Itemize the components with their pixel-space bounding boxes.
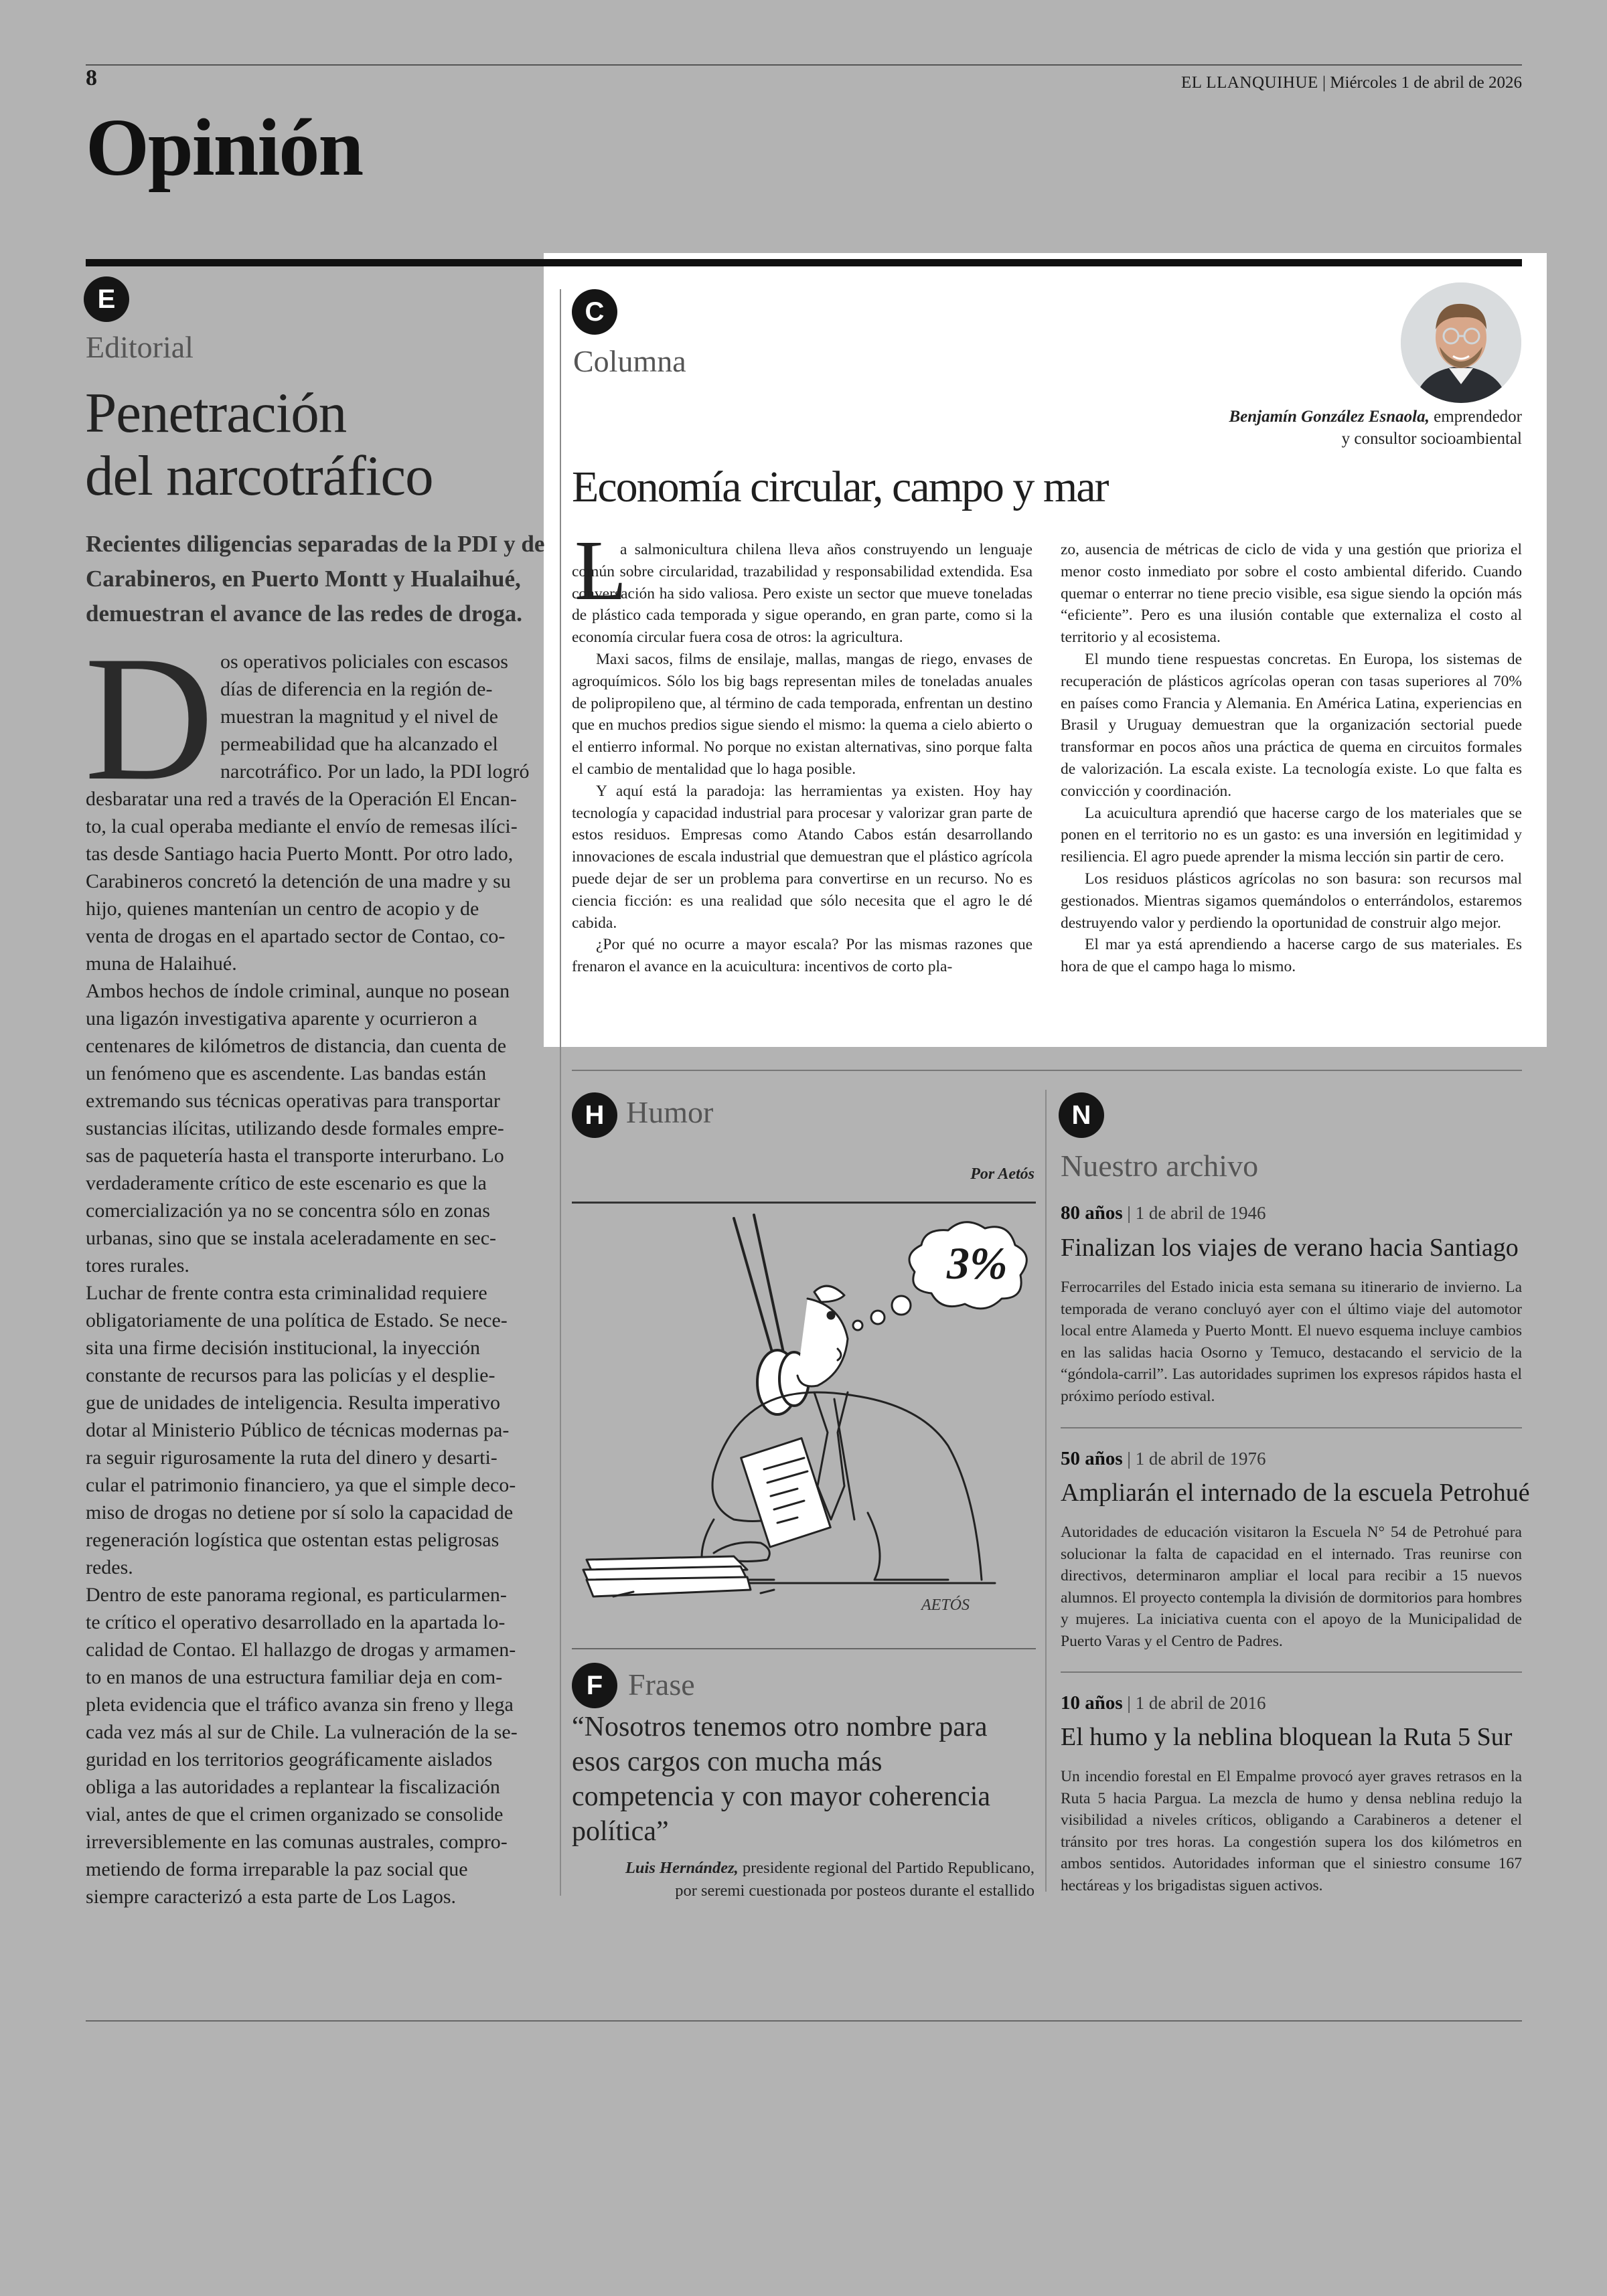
quote-line: política” [572,1816,669,1847]
archive-item-body: Autoridades de educación visitaron la Escuela N° 54 de Petrohué para solucionar la falta de capacidad en el internado. Tras reunirse con directivos, determinaron ampliar el local para recibir a 15 nuevos alumnos. El proyecto contempla la división de dormitorios para hombres y mujeres. La iniciativa cuenta con el apoyo de la Municipalidad de Puerto Varas y el Centro de Padres. [1061,1524,1522,1650]
archive-date: 1 de abril de 1946 [1135,1203,1266,1223]
archive-years: 80 años [1061,1202,1123,1224]
editorial-lead [86,527,544,631]
author-role: emprendedor [1429,408,1522,426]
text-line: tas desde Santiago hacia Puerto Montt. Por otro lado, [86,843,514,865]
publication-name: EL LLANQUIHUE [1180,74,1318,92]
text-line: ¿Por qué no ocurre a mayor escala? Por las mismas razones que frenaron el avance en la acuicultura: incentivos de corto pla- [572,936,1032,976]
text-line: calidad de Contao. El hallazgo de drogas y armamen- [86,1639,516,1661]
editorial-lead-line: Carabineros, en Puerto Montt y Hualaihué, [86,566,521,592]
column-right-text [1061,539,1522,978]
column-author [1229,406,1522,450]
editorial-title [85,382,433,507]
archive-separator [1045,1090,1047,1892]
archive-item-title: Finalizan los viajes de verano hacia Santiago [1061,1234,1519,1262]
editorial-kicker: Editorial [86,330,194,364]
quote-badge: F [572,1663,617,1708]
text-line: una ligazón investigativa aparente y ocurrieron a [86,1007,477,1030]
text-line: muestran la magnitud y el nivel de [220,706,498,728]
text-line: guridad en los territorios geográficamente aislados [86,1748,493,1771]
text-line: siempre caracterizó a esta parte de Los Lagos. [86,1886,457,1908]
editorial-drop-cap: D [84,619,214,817]
text-line: permeabilidad que ha alcanzado el [220,733,498,755]
quote-author-name: Luis Hernández, [625,1859,739,1877]
text-line: venta de drogas en el apartado sector de Contao, co- [86,925,506,947]
column-title: Economía circular, campo y mar [572,463,1108,511]
text-line: sas de paquetería hasta el transporte interurbano. Lo [86,1145,504,1167]
text-line: cular el patrimonio financiero, ya que el simple deco- [86,1474,516,1496]
text-line: cada vez más al sur de Chile. La vulneración de la se- [86,1721,518,1743]
text-line: miso de drogas no detiene por sí solo la capacidad de [86,1501,514,1524]
archive-item-date: 50 años | 1 de abril de 1976 [1061,1448,1266,1469]
text-line: constante de recursos para las policías y el desplie- [86,1364,495,1386]
text-line: sita una firme decisión institucional, la inyección [86,1337,480,1359]
humor-bottom-rule [572,1648,1036,1649]
text-line: Maxi sacos, films de ensilaje, mallas, mangas de riego, envases de agroquímicos. Sólo los big bags representan miles de toneladas anuales de polipropileno que, al término de cada temporada, enfrentan un destino que en muchos predios sigue siendo el mismo: la quema a cielo abierto o el entierro informal. No porque no existan alternativas, sino porque falta el cambio de mentalidad que lo haga posible. [572,650,1032,778]
text-line: gue de unidades de inteligencia. Resulta imperativo [86,1392,500,1414]
text-line: El mar ya está aprendiendo a hacerse cargo de sus materiales. Es hora de que el campo haga lo mismo. [1061,936,1522,976]
author-portrait-icon [1401,282,1521,403]
quote-author-role-line: por seremi cuestionada por posteos durante el estallido [675,1882,1035,1900]
text-line: verdaderamente crítico de este escenario es que la [86,1172,487,1194]
column-drop-cap: L [575,523,627,618]
column-left-text [572,539,1032,978]
archive-rule [1061,1427,1522,1428]
text-line: ra seguir rigurosamente la ruta del dinero y desarti- [86,1447,498,1469]
text-line: centenares de kilómetros de distancia, dan cuenta de [86,1035,507,1057]
text-line: Y aquí está la paradoja: las herramientas ya existen. Hoy hay tecnología y capacidad industrial para procesar y valorizar gran parte de estos residuos. Empresas como Atando Cabos están desarrollando innovaciones de escala industrial que demuestran que el plástico agrícola puede dejar de ser un problema para convertirse en un recurso. No es ciencia ficción: es una realidad que sólo necesita que el agro le dé cabida. [572,782,1032,932]
column-bottom-rule [572,1070,1522,1071]
text-line: muna de Halaihué. [86,953,237,975]
quote-line: competencia y con mayor coherencia [572,1781,991,1812]
cartoon-signature: AETÓS [921,1596,970,1614]
quote-author-role: presidente regional del Partido Republicano, [738,1859,1035,1877]
editorial-badge: E [84,276,129,322]
text-line: pleta evidencia que el tráfico avanza sin freno y llega [86,1694,514,1716]
archive-item-title: Ampliarán el internado de la escuela Petrohué [1061,1479,1530,1507]
quote-line: esos cargos con mucha más [572,1746,883,1777]
author-name: Benjamín González Esnaola, [1229,408,1430,426]
text-line: El mundo tiene respuestas concretas. En Europa, los sistemas de recuperación de plásticos agrícolas operan con tasas superiores al 70% en países como Francia y Alemania. En América Latina, experiencias en Brasil y Uruguay demuestran que la organización sectorial puede transformar en pocos años una práctica de quema en circuitos formales de valorización. La escala existe. La tecnología existe. Lo que falta es convicción y coordinación. [1061,650,1522,800]
column-kicker: Columna [573,344,686,378]
text-line: irreversiblemente en las comunas australes, compro- [86,1831,508,1853]
text-line: Luchar de frente contra esta criminalidad requiere [86,1282,487,1304]
archive-years: 10 años [1061,1692,1123,1714]
editorial-body [86,785,518,1910]
editorial-title-line: del narcotráfico [85,444,433,507]
text-line: sustancias ilícitas, utilizando desde formales empre- [86,1117,504,1139]
humor-kicker: Humor [626,1095,714,1129]
author-photo [1401,282,1521,403]
text-line: La acuicultura aprendió que hacerse cargo de los materiales que se ponen en el territorio no es un gasto: es una inversión en legitimidad y resiliencia. El agro puede aprender la misma lección sin partir de cero. [1061,804,1522,866]
cartoon [573,1205,1035,1633]
publication-info: EL LLANQUIHUE | Miércoles 1 de abril de 2026 [1180,74,1522,92]
editorial-lead-line: demuestran el avance de las redes de droga. [86,600,522,627]
text-line: urbanas, sino que se instala aceleradamente en sec- [86,1227,497,1249]
text-line: comercialización ya no se concentra sólo en zonas [86,1200,490,1222]
footer-rule [86,2020,1522,2022]
text-line: regeneración logística que ostentan estas peligrosas [86,1529,500,1551]
cartoon-illustration-icon [573,1205,1035,1633]
quote-text [572,1710,990,1849]
humor-credit: Por Aetós [970,1165,1035,1183]
editorial-lead-line: Recientes diligencias separadas de la PDI y de [86,531,545,557]
issue-date: Miércoles 1 de abril de 2026 [1330,74,1522,92]
column-badge: C [572,289,617,335]
archive-item-date: 10 años | 1 de abril de 2016 [1061,1692,1266,1714]
column-paragraph: zo, ausencia de métricas de ciclo de vida y una gestión que prioriza el menor costo inmediato por sobre el costo ambiental diferido. Cuando quemar o enterrar no tiene precio visible, esa sigue siendo la opción más “eficiente”. Pero es una ilusión contable que externaliza el costo al territorio y al ecosistema. [1061,541,1522,647]
text-line: obligatoriamente de una política de Estado. Se nece- [86,1309,508,1331]
archive-item-date: 80 años | 1 de abril de 1946 [1061,1202,1266,1224]
page-number: 8 [86,66,97,90]
text-line: os operativos policiales con escasos [220,651,508,673]
archive-item-body: Un incendio forestal en El Empalme provocó ayer graves retrasos en la Ruta 5 hacia Pargua. La mezcla de humo y densa neblina redujo la visibilidad a niveles críticos, obligando a Carabineros a detener el tránsito por tres horas. La congestión supera los dos kilómetros en ambos sentidos. Autoridades informan que el siniestro consume 167 hectáreas y los brigadistas siguen activos. [1061,1768,1522,1894]
archive-date: 1 de abril de 2016 [1135,1693,1266,1713]
text-line: redes. [86,1556,133,1578]
quote-line: “Nosotros tenemos otro nombre para [572,1712,988,1742]
editorial-dropcap-lines [220,648,530,785]
text-line: Carabineros concretó la detención de una madre y su [86,870,511,892]
archive-kicker: Nuestro archivo [1061,1149,1259,1183]
humor-badge: H [572,1092,617,1138]
text-line: narcotráfico. Por un lado, la PDI logró [220,760,530,783]
text-line: extremando sus técnicas operativas para transportar [86,1090,500,1112]
archive-rule [1061,1671,1522,1673]
column-separator [560,289,561,1896]
thick-rule [86,259,1522,266]
text-line: obliga a las autoridades a replantear la fiscalización [86,1776,500,1798]
text-line: vial, antes de que el crimen organizado se consolide [86,1803,504,1825]
bubble-text: 3% [947,1238,1008,1289]
author-role-line: y consultor socioambiental [1341,430,1522,448]
editorial-title-line: Penetración [85,382,347,444]
text-line: dotar al Ministerio Público de técnicas modernas pa- [86,1419,510,1441]
text-line: Dentro de este panorama regional, es particularmen- [86,1584,507,1606]
quote-kicker: Frase [628,1667,695,1702]
text-line: metiendo de forma irreparable la paz social que [86,1858,468,1880]
text-line: to en manos de una estructura familiar deja en com- [86,1666,503,1688]
quote-author [625,1857,1035,1902]
archive-years: 50 años [1061,1448,1123,1469]
text-line: hijo, quienes mantenían un centro de acopio y de [86,898,479,920]
archive-date: 1 de abril de 1976 [1135,1449,1266,1469]
text-line: tores rurales. [86,1254,189,1277]
archive-item-title: El humo y la neblina bloquean la Ruta 5 Sur [1061,1723,1513,1751]
text-line: to, la cual operaba mediante el envío de remesas ilíci- [86,815,518,837]
section-title: Opinión [86,102,363,193]
text-line: Los residuos plásticos agrícolas no son basura: son recursos mal gestionados. Mientras sigamos quemándolos o enterrándolos, estaremos destruyendo valor y perdiendo la oportunidad de construir algo mejor. [1061,870,1522,932]
header-top-rule [86,64,1522,66]
text-line: Ambos hechos de índole criminal, aunque no posean [86,980,510,1002]
text-line: un fenómeno que es ascendente. Las bandas están [86,1062,487,1084]
text-line: días de diferencia en la región de- [220,678,493,700]
text-line: te crítico el operativo desarrollado en la apartada lo- [86,1611,506,1633]
column-paragraph: a salmonicultura chilena lleva años construyendo un lenguaje común sobre circularidad, trazabilidad y responsabilidad extendida. Esa conversación ha sido valiosa. Pero existe un sector que mueve toneladas de plástico cada temporada y sigue operando, en gran parte, como si la economía circular fuera cosa de otros: la agricultura. [572,541,1032,647]
archive-item-body: Ferrocarriles del Estado inicia esta semana su itinerario de invierno. La temporada de verano concluyó ayer con el último viaje del automotor local entre Alameda y Puerto Montt. El nuevo esquema incluye cambios en las salidas hacia Osorno y Temuco, destacando el servicio de la “góndola-carril”. Las autoridades suprimen los expresos rápidos hasta el próximo período estival. [1061,1279,1522,1405]
text-line: desbaratar una red a través de la Operación El Encan- [86,788,517,810]
humor-rule [572,1202,1036,1204]
archive-badge: N [1059,1092,1104,1138]
